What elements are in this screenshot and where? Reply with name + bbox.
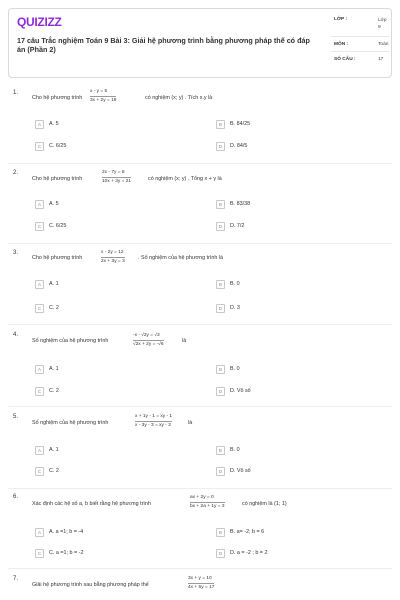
meta-count-label: SỐ CÂU : — [334, 57, 356, 62]
question-text: Cho hệ phương trình — [32, 95, 83, 101]
question-text: Cho hệ phương trình — [32, 255, 83, 261]
equation-line: x - 2y = 12 — [101, 249, 125, 258]
question-3: 3. Cho hệ phương trình x - 2y = 12 2x + 3y = 3 . Số nghiệm của hệ phương trình là A A. 1 B B. 0 C C. 2 D D. 3 — [13, 250, 240, 311]
question-2: 2. Cho hệ phương trình 2x - 7y = 8 10x + 3y = 21 có nghiệm (x; y) . Tổng x + y là A A. 5 B B. 83/38 C C. 6/25 D D. 7/2 — [13, 170, 251, 229]
equation-line: 3x + y = 10 — [188, 575, 214, 584]
equation-line: bx + 2a + 1y = 3 — [190, 504, 225, 509]
meta-class-value: Lớp 9 — [378, 18, 387, 30]
question-tail: có nghiệm (x; y) . Tích x.y là — [145, 95, 213, 101]
question-tail: là — [182, 338, 187, 344]
question-6: 6. Xác định các hệ số a, b biết rằng hệ phương trình ax + 2y = 0 bx + 2a + 1y = 3 có nghiệm là (1; 1) A A. a =1; b = -4 B B. a= -2; b = 6 C C. a =1; b = -2 D D. a = -2 ; b = 2 — [13, 494, 287, 556]
question-tail: . Số nghiệm của hệ phương trình là — [138, 255, 224, 261]
equation-line: ax + 2y = 0 — [190, 494, 225, 503]
question-7 — [8, 576, 392, 600]
worksheet-header — [8, 8, 392, 78]
equation-line: 10x + 3y = 21 — [102, 179, 132, 184]
question-5: 5. Số nghiệm của hệ phương trình x + 1y - 1 = xy - 1 x - 3y - 3 = xy - 3 là A A. 1 B B. 0 C C. 2 D D. Vô số — [13, 414, 251, 474]
equation-line: 2x - 7y = 8 — [102, 169, 131, 178]
question-text: Số nghiệm của hệ phương trình — [32, 420, 109, 426]
question-4: 4. Số nghiệm của hệ phương trình -x - √2y = √3 √2x + 2y = -√6 là A A. 1 B B. 0 C C. 2 D D. Vô số — [13, 332, 251, 394]
equation-system — [133, 332, 164, 349]
question-divider — [8, 243, 392, 244]
question-number: 4. — [13, 332, 19, 338]
equation-system — [102, 169, 131, 186]
meta-divider — [331, 51, 389, 52]
question-text: Xác định các hệ số a, b biết rằng hệ phương trình — [32, 501, 151, 507]
worksheet-title: 17 câu Trắc nghiệm Toán 9 Bài 3: Giải hệ phương trình bằng phương pháp thế có đáp án (Phần 2) — [17, 36, 310, 54]
equation-line: 2x + 3y = 3 — [101, 259, 125, 264]
equation-system — [190, 494, 225, 511]
question-divider — [8, 406, 392, 407]
meta-subject-value: Toán — [378, 42, 389, 47]
equation-line: √2x + 2y = -√6 — [133, 342, 164, 347]
question-divider — [8, 488, 392, 489]
equation-line: 4x + 5y = 17 — [188, 585, 215, 590]
question-number: 2. — [13, 170, 19, 176]
question-divider — [8, 324, 392, 325]
question-tail: là — [188, 420, 193, 426]
equation-system — [135, 413, 172, 430]
equation-line: -x - √2y = √3 — [133, 332, 164, 341]
question-divider — [8, 163, 392, 164]
equation-line: 3x + 2y = 18 — [90, 98, 117, 103]
quizizz-logo: QUIZIZZ — [17, 15, 62, 29]
equation-line: x - y = 5 — [90, 88, 116, 97]
question-tail: có nghiệm là (1; 1) — [242, 501, 287, 507]
question-number: 1. — [13, 90, 19, 96]
meta-subject-label: MÔN : — [334, 42, 349, 47]
question-number: 7. — [13, 576, 19, 582]
equation-system — [90, 88, 116, 105]
question-text: Số nghiệm của hệ phương trình — [32, 338, 109, 344]
question-divider — [8, 568, 392, 569]
question-tail: có nghiệm (x; y) . Tổng x + y là — [148, 176, 222, 182]
equation-line: x + 1y - 1 = xy - 1 — [135, 413, 172, 422]
question-number: 6. — [13, 494, 19, 500]
question-text: Cho hệ phương trình — [32, 176, 83, 182]
equation-line: x - 3y - 3 = xy - 3 — [135, 423, 171, 428]
equation-system — [188, 575, 214, 592]
meta-class-label: LỚP : — [334, 17, 348, 22]
question-1: 1. Cho hệ phương trình x - y = 5 3x + 2y = 18 có nghiệm (x; y) . Tích x.y là A A. 5 B B. 84/25 C C. 6/25 D D. 84/5 — [13, 89, 251, 149]
meta-divider — [331, 36, 389, 37]
question-text: Giải hệ phương trình sau bằng phương pháp thế — [32, 582, 149, 588]
question-number: 3. — [13, 250, 19, 256]
equation-system — [101, 249, 125, 266]
question-number: 5. — [13, 414, 19, 420]
meta-count-value: 17 — [378, 57, 384, 62]
